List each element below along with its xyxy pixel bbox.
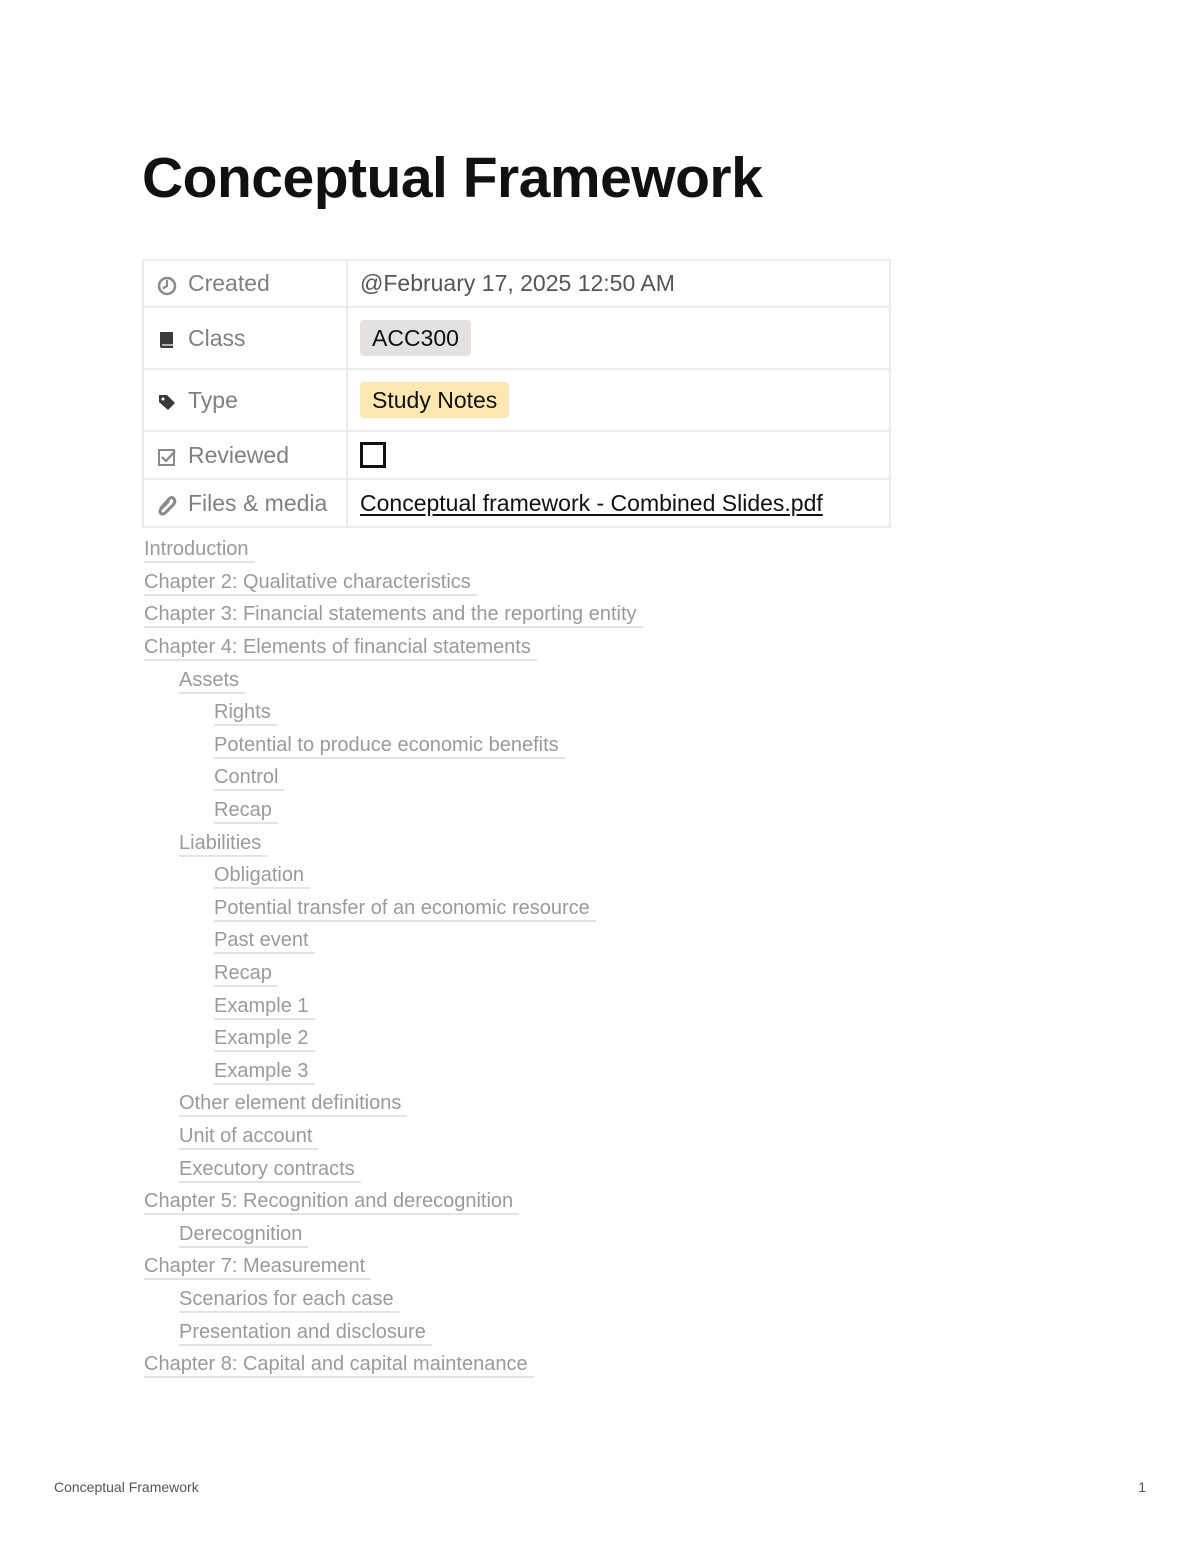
toc-link[interactable]: Chapter 4: Elements of financial statements — [144, 635, 537, 661]
toc-link[interactable]: Potential to produce economic benefits — [214, 733, 565, 759]
property-row-class — [143, 307, 890, 369]
toc-link[interactable]: Liabilities — [179, 831, 267, 857]
property-row-type — [143, 369, 890, 431]
page-title: Conceptual Framework — [142, 146, 763, 210]
toc-item — [144, 597, 643, 630]
toc-item — [144, 760, 643, 793]
checkbox-icon — [156, 446, 178, 468]
toc-link[interactable]: Chapter 3: Financial statements and the reporting entity — [144, 602, 643, 628]
class-tag[interactable]: ACC300 — [360, 320, 471, 356]
book-icon — [156, 329, 178, 351]
toc-item — [144, 956, 643, 989]
clock-icon — [156, 275, 178, 297]
toc-link[interactable]: Scenarios for each case — [179, 1287, 400, 1313]
toc-item — [144, 630, 643, 663]
toc-link[interactable]: Introduction — [144, 537, 255, 563]
property-label-files: Files & media — [188, 489, 328, 516]
toc-link[interactable]: Executory contracts — [179, 1157, 361, 1183]
toc-item — [144, 988, 643, 1021]
tag-icon — [156, 391, 178, 413]
toc-link[interactable]: Assets — [179, 668, 245, 694]
toc-item — [144, 1249, 643, 1282]
toc-link[interactable]: Recap — [214, 961, 278, 987]
properties-table — [142, 259, 891, 528]
page-number: 1 — [1138, 1479, 1146, 1495]
toc-link[interactable]: Other element definitions — [179, 1091, 407, 1117]
toc-link[interactable]: Control — [214, 765, 284, 791]
property-row-files — [143, 479, 890, 527]
toc-item — [144, 695, 643, 728]
toc-link[interactable]: Chapter 5: Recognition and derecognition — [144, 1189, 519, 1215]
toc-link[interactable]: Chapter 8: Capital and capital maintenance — [144, 1352, 534, 1378]
toc-item — [144, 1184, 643, 1217]
toc-link[interactable]: Unit of account — [179, 1124, 318, 1150]
toc-link[interactable]: Past event — [214, 928, 315, 954]
toc-item — [144, 825, 643, 858]
toc-item — [144, 793, 643, 826]
property-label-reviewed: Reviewed — [188, 441, 289, 468]
property-row-reviewed — [143, 431, 890, 479]
file-attachment-link[interactable]: Conceptual framework - Combined Slides.pdf — [360, 489, 823, 516]
created-date-value[interactable]: @February 17, 2025 12:50 AM — [360, 270, 675, 296]
toc-link[interactable]: Chapter 7: Measurement — [144, 1254, 371, 1280]
footer-title: Conceptual Framework — [54, 1479, 199, 1495]
toc-link[interactable]: Example 1 — [214, 994, 315, 1020]
toc-item — [144, 728, 643, 761]
toc-item — [144, 662, 643, 695]
property-label-type: Type — [188, 386, 238, 413]
toc-link[interactable]: Potential transfer of an economic resource — [214, 896, 596, 922]
toc-link[interactable]: Derecognition — [179, 1222, 308, 1248]
toc-item — [144, 923, 643, 956]
toc-item — [144, 1086, 643, 1119]
toc-item — [144, 1282, 643, 1315]
toc-item — [144, 532, 643, 565]
toc-item — [144, 1151, 643, 1184]
property-label-class: Class — [188, 324, 246, 351]
toc-link[interactable]: Rights — [214, 700, 277, 726]
paperclip-icon — [156, 494, 178, 516]
toc-item — [144, 565, 643, 598]
toc-link[interactable]: Recap — [214, 798, 278, 824]
toc-item — [144, 1347, 643, 1380]
toc-item — [144, 858, 643, 891]
toc-link[interactable]: Presentation and disclosure — [179, 1320, 432, 1346]
table-of-contents — [144, 532, 643, 1379]
property-row-created — [143, 260, 890, 307]
toc-item — [144, 1054, 643, 1087]
property-label-created: Created — [188, 270, 270, 296]
toc-link[interactable]: Obligation — [214, 863, 310, 889]
toc-item — [144, 891, 643, 924]
toc-item — [144, 1119, 643, 1152]
toc-link[interactable]: Example 2 — [214, 1026, 315, 1052]
toc-link[interactable]: Chapter 2: Qualitative characteristics — [144, 570, 477, 596]
reviewed-checkbox[interactable] — [360, 442, 386, 468]
type-tag[interactable]: Study Notes — [360, 382, 509, 418]
toc-link[interactable]: Example 3 — [214, 1059, 315, 1085]
toc-item — [144, 1314, 643, 1347]
toc-item — [144, 1021, 643, 1054]
toc-item — [144, 1216, 643, 1249]
